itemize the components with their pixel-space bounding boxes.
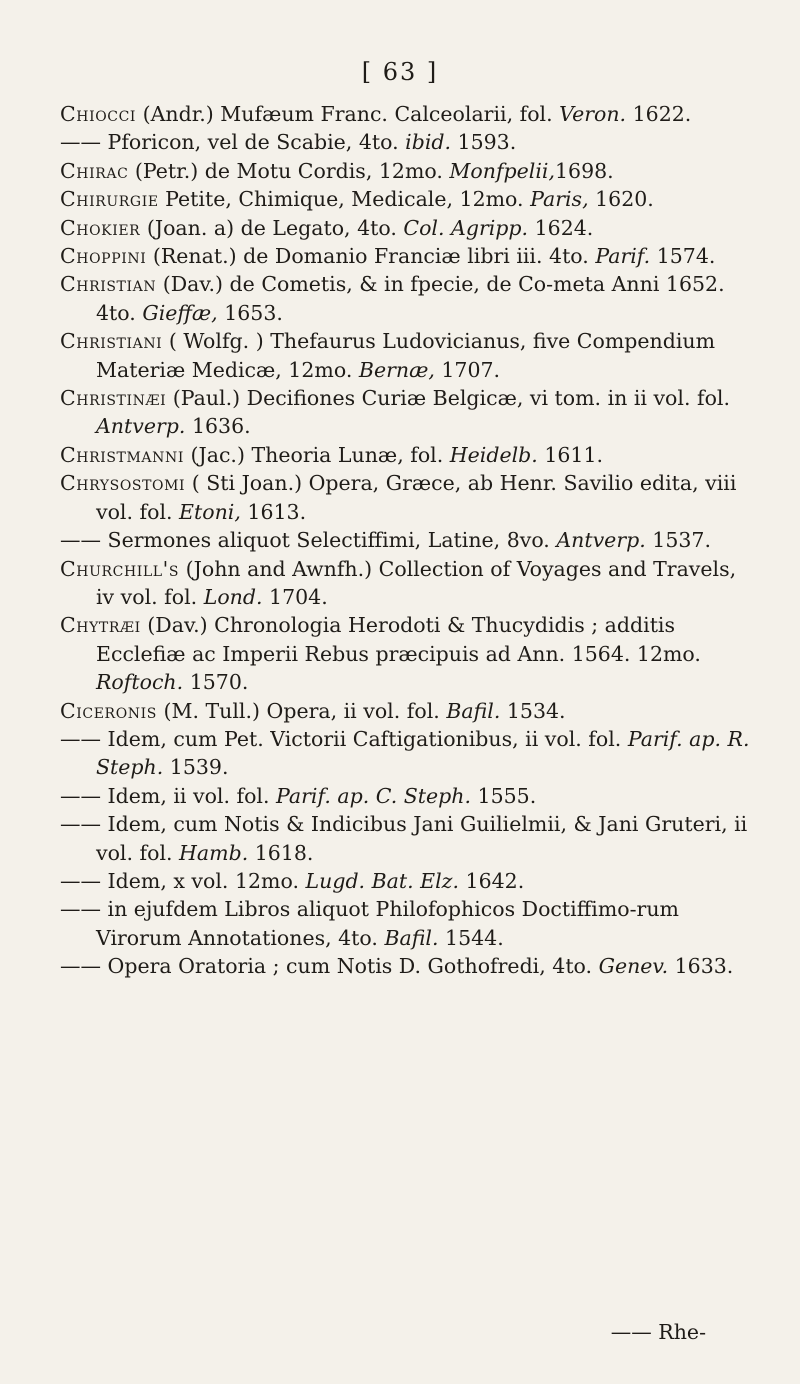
catalogue-entry xyxy=(60,697,750,725)
catalogue-entry xyxy=(60,327,750,384)
entry-text: Idem, ii vol. fol. xyxy=(107,783,270,808)
catalogue-entry xyxy=(60,100,750,128)
entry-text: (Renat.) de Domanio Franciæ libri iii. 4to. xyxy=(152,244,589,269)
catalogue-entry xyxy=(60,214,750,242)
entry-place: Genev. xyxy=(598,954,669,979)
entry-text: Idem, cum Pet. Victorii Caftigationibus, ii vol. fol. xyxy=(107,726,622,751)
entry-text: Sermones aliquot Selectiffimi, Latine, 8vo. xyxy=(107,528,550,553)
entry-place: Heidelb. xyxy=(449,442,538,467)
entry-date: 1636. xyxy=(191,414,251,439)
entry-date: 1539. xyxy=(169,755,229,780)
catalogue-entry xyxy=(60,725,750,782)
entry-text: (M. Tull.) Opera, ii vol. fol. xyxy=(163,698,440,723)
entry-place: Bafil. xyxy=(384,925,439,950)
entry-place: Parif. ap. C. Steph. xyxy=(276,783,471,808)
entry-text: Idem, cum Notis & Indicibus Jani Guilielmii, & Jani Gruteri, ii vol. fol. xyxy=(96,812,748,865)
catalogue-entry xyxy=(60,157,750,185)
catchword: —— Rhe- xyxy=(610,1320,706,1344)
ditto-dash: —— xyxy=(60,812,101,837)
entry-text: Pforicon, vel de Scabie, 4to. xyxy=(107,130,399,155)
catalogue-entry xyxy=(60,384,750,441)
catalogue-entry xyxy=(60,895,750,952)
entry-place: Antverp. xyxy=(556,528,646,553)
author-name: Chrysostomi xyxy=(60,471,186,496)
catalogue-entry xyxy=(60,526,750,554)
entry-text: (Paul.) Decifiones Curiæ Belgicæ, vi tom. in ii vol. fol. xyxy=(172,386,730,411)
catalogue-entry xyxy=(60,242,750,270)
entry-date: 1620. xyxy=(595,187,654,212)
entry-place: Monfpelii, xyxy=(449,158,555,183)
entry-date: 1653. xyxy=(224,300,283,325)
entry-place: Gieffæ, xyxy=(142,300,218,325)
entry-place: Parif. ap. R. Steph. xyxy=(96,726,750,780)
entry-text: Opera Oratoria ; cum Notis D. Gothofredi, 4to. xyxy=(107,954,593,979)
entry-text: in ejufdem Libros aliquot Philofophicos Doctiffimo-rum Virorum Annotationes, 4to. xyxy=(96,897,679,950)
author-name: Christian xyxy=(60,272,157,297)
catalogue-entry xyxy=(60,185,750,213)
ditto-dash: —— xyxy=(60,897,101,922)
entry-place: Parif. xyxy=(595,244,651,269)
ditto-dash: —— xyxy=(60,528,101,553)
author-name: Chiocci xyxy=(60,102,137,126)
entry-text: Petite, Chimique, Medicale, 12mo. xyxy=(165,187,524,212)
entry-date: 1534. xyxy=(506,698,566,723)
author-name: Christmanni xyxy=(60,442,184,467)
ditto-dash: —— xyxy=(60,726,101,751)
entry-date: 1618. xyxy=(254,840,314,865)
author-name: Chytræi xyxy=(60,613,141,638)
entry-text: ( Sti Joan.) Opera, Græce, ab Henr. Savilio edita, viii vol. fol. xyxy=(96,471,737,524)
entry-date: 1624. xyxy=(534,215,594,240)
ditto-dash: —— xyxy=(60,954,101,979)
entry-text: (Petr.) de Motu Cordis, 12mo. xyxy=(134,158,443,183)
entry-text: Idem, x vol. 12mo. xyxy=(107,868,299,893)
entry-date: 1537. xyxy=(652,528,711,553)
entry-text: ( Wolfg. ) Thefaurus Ludovicianus, five Compendium Materiæ Medicæ, 12mo. xyxy=(96,329,716,382)
ditto-dash: —— xyxy=(60,130,101,155)
entry-date: 1593. xyxy=(457,130,517,155)
author-name: Chirac xyxy=(60,158,129,183)
catalogue-entries xyxy=(60,100,750,981)
ditto-dash: —— xyxy=(60,868,101,893)
entry-date: 1611. xyxy=(544,442,604,467)
catalogue-entry xyxy=(60,810,750,867)
entry-date: 1704. xyxy=(269,584,328,609)
author-name: Ciceronis xyxy=(60,698,157,723)
catalogue-entry xyxy=(60,441,750,469)
entry-date: 1613. xyxy=(247,499,307,524)
entry-place: Bafil. xyxy=(446,698,501,723)
entry-place: Col. Agripp. xyxy=(403,215,529,240)
entry-date: 1570. xyxy=(189,670,249,695)
entry-place: Bernæ, xyxy=(358,357,435,382)
entry-place: Lond. xyxy=(203,584,263,609)
catalogue-entry xyxy=(60,782,750,810)
entry-text: (John and Awnfh.) Collection of Voyages and Travels, iv vol. fol. xyxy=(96,556,737,609)
author-name: Choppini xyxy=(60,244,147,269)
entry-text: (Andr.) Mufæum Franc. Calceolarii, fol. xyxy=(142,102,553,126)
entry-date: 1555. xyxy=(477,783,537,808)
entry-place: Hamb. xyxy=(179,840,249,865)
entry-place: Veron. xyxy=(559,102,627,126)
entry-date: 1544. xyxy=(445,925,504,950)
catalogue-entry xyxy=(60,867,750,895)
entry-place: Roftoch. xyxy=(96,670,184,695)
entry-text: (Jac.) Theoria Lunæ, fol. xyxy=(190,442,444,467)
ditto-dash: —— xyxy=(60,783,101,808)
author-name: Chokier xyxy=(60,215,141,240)
catalogue-entry xyxy=(60,270,750,327)
entry-date: 1633. xyxy=(674,954,734,979)
catalogue-entry xyxy=(60,952,750,980)
entry-text: (Dav.) Chronologia Herodoti & Thucydidis ; additis Ecclefiæ ac Imperii Rebus præcipuis ad Ann. 1564. 12mo. xyxy=(96,613,701,666)
author-name: Churchill's xyxy=(60,556,180,581)
catalogue-entry xyxy=(60,469,750,526)
entry-date: 1574. xyxy=(656,244,716,269)
entry-date: 1698. xyxy=(555,158,614,183)
author-name: Christinæi xyxy=(60,386,167,411)
catalogue-entry xyxy=(60,611,750,696)
entry-text: (Joan. a) de Legato, 4to. xyxy=(146,215,397,240)
catalogue-entry xyxy=(60,128,750,156)
author-name: Chirurgie xyxy=(60,187,159,212)
catalogue-entry xyxy=(60,555,750,612)
entry-place: Paris, xyxy=(530,187,589,212)
author-name: Christiani xyxy=(60,329,163,354)
entry-place: Etoni, xyxy=(179,499,241,524)
page-number: [ 63 ] xyxy=(361,58,439,86)
entry-date: 1622. xyxy=(632,102,692,126)
entry-text: (Dav.) de Cometis, & in fpecie, de Co-meta Anni 1652. 4to. xyxy=(96,272,725,325)
entry-place: Lugd. Bat. Elz. xyxy=(305,868,459,893)
entry-place: Antverp. xyxy=(96,414,186,439)
entry-date: 1642. xyxy=(465,868,525,893)
entry-place: ibid. xyxy=(405,130,452,155)
entry-date: 1707. xyxy=(441,357,501,382)
